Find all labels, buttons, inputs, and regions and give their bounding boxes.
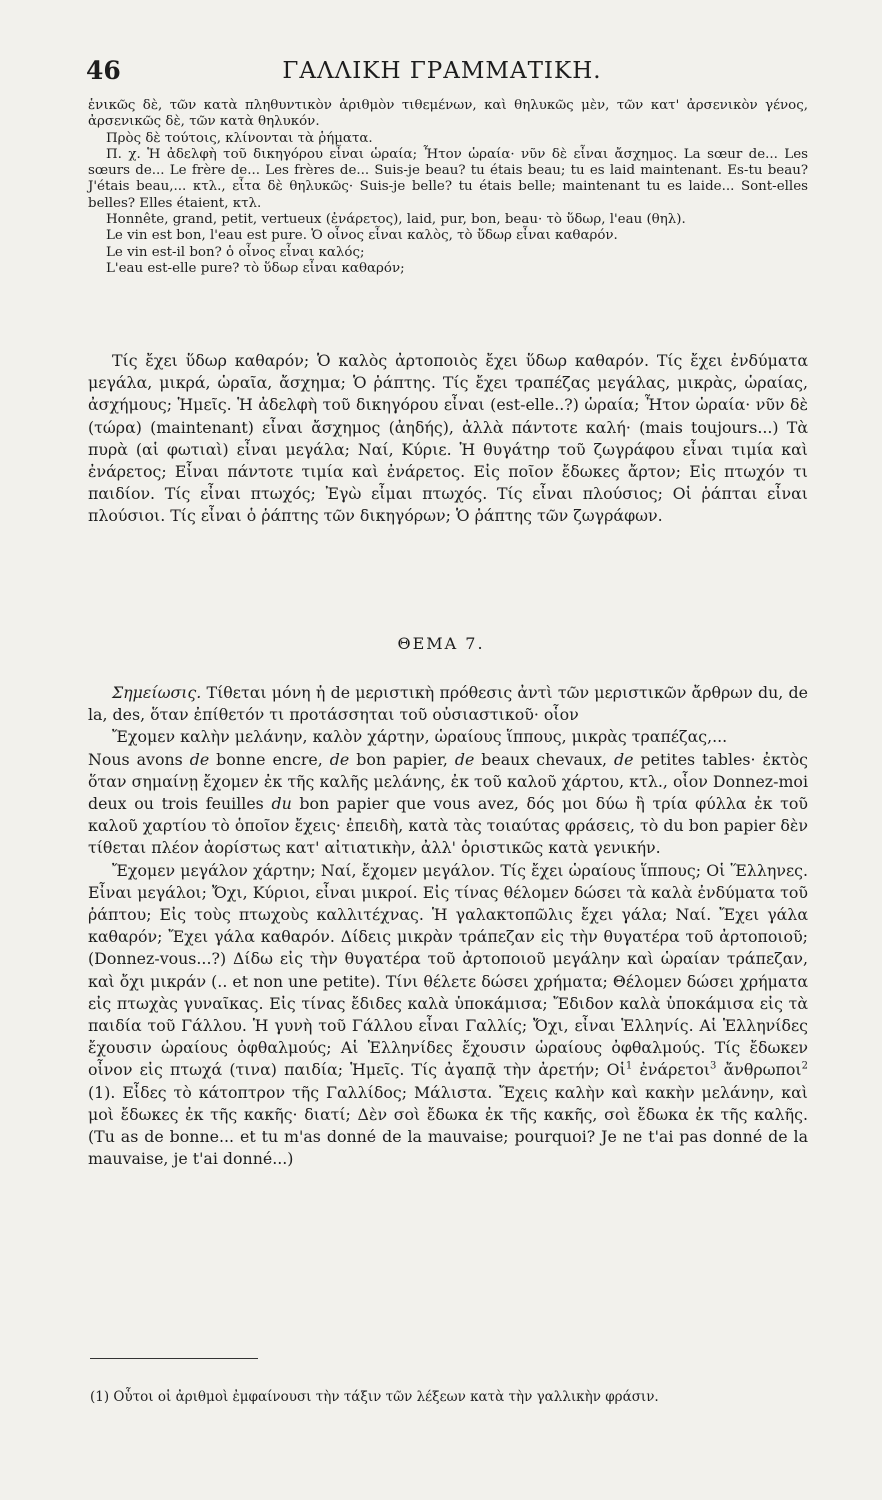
section-exercise xyxy=(88,350,808,528)
paragraph-sentence-2: Le vin est-il bon? ὁ οἶνος εἶναι καλός; xyxy=(106,244,365,260)
page-number: 46 xyxy=(86,56,121,85)
paragraph-note: Σημείωσις. Τίθεται μόνη ἡ de μεριστικὴ πρόθεσις ἀντὶ τῶν μεριστικῶν ἄρθρων du, de la, des, ὅταν ἐπίθετόν τι προτάσσηται τοῦ οὐσιαστικοῦ· οἷον xyxy=(88,683,809,725)
paragraph-sentence-1: Le vin est bon, l'eau est pure. Ὁ οἶνος εἶναι καλὸς, τὸ ὕδωρ εἶναι καθαρόν. xyxy=(106,228,618,244)
paragraph-verbs: Πρὸς δὲ τούτοις, κλίνονται τὰ ῥήματα. xyxy=(106,130,373,146)
paragraph-exercise-2: Ἔχομεν μεγάλον χάρτην; Ναί, ἔχομεν μεγάλον. Τίς ἔχει ὡραίους ἵππους; Οἱ Ἕλληνες. Εἶναι μεγάλοι; Ὄχι, Κύριοι, εἶναι μικροί. Εἰς τίνας θέλομεν δώσει τὰ καλὰ ἐνδύματα τοῦ ῥάπτου; Εἰς τοὺς πτωχοὺς καλλιτέχνας. Ἡ γαλακτοπῶλις ἔχει γάλα; Ναί. Ἔχει γάλα καθαρόν; Ἔχει γάλα καθαρόν. Δίδεις μικρὰν τράπεζαν εἰς τὴν θυγατέρα τοῦ ἀρτοποιοῦ; (Donnez-vous...?) Δίδω εἰς τὴν θυγατέρα τοῦ ἀρτοποιοῦ μεγάλην καὶ ὡραίαν τράπεζαν, καὶ ὄχι μικράν (.. et non une petite). Τίνι θέλετε δώσει χρήματα; Θέλομεν δώσει χρήματα εἰς πτωχὰς γυναῖκας. Εἰς τίνας ἔδιδες καλὰ ὑποκάμισα; Ἔδιδον καλὰ ὑποκάμισα εἰς τὰ παιδία τοῦ Γάλλου. Ἡ γυνὴ τοῦ Γάλλου εἶναι Γαλλίς; Ὄχι, εἶναι Ἑλληνίς. Αἱ Ἑλληνίδες ἔχουσιν ὡραίους ὀφθαλμούς; Αἱ Ἑλληνίδες ἔχουσιν ὡραίους ὀφθαλμούς. Τίς ἔδωκεν οἶνον εἰς πτωχά (τινα) παιδία; Ἡμεῖς. Τίς ἀγαπᾷ τὴν ἀρετήν; Οἱ$^1$ ἐνάρετοι$^3$ ἄνθρωποι$^2$ (1). Εἶδες τὸ κάτοπτρον τῆς Γαλλίδος; Μάλιστα. Ἔχεις καλὴν καὶ κακὴν μελάνην, καὶ μοὶ ἔδωκες ἐκ τῆς κακῆς· διατί; Δὲν σοὶ ἔδωκα ἐκ τῆς κακῆς, σοὶ ἔδωκα ἐκ τῆς καλῆς. (Tu as de bonne... et tu m'as donné de la mauvaise; pourquoi? Je ne t'ai pas donné de la mauvaise, je t'ai donné...) xyxy=(88,860,808,1169)
theme-title: ΘΕΜΑ 7. xyxy=(397,634,485,653)
footnote: (1) Οὗτοι οἱ ἀριθμοὶ ἐμφαίνουσι τὴν τάξιν τῶν λέξεων κατὰ τὴν γαλλικὴν φράσιν. xyxy=(90,1389,659,1405)
paragraph-example-greek: Ἔχομεν καλὴν μελάνην, καλὸν χάρτην, ὡραίους ἵππους, μικρὰς τραπέζας,... xyxy=(112,727,728,747)
paragraph-intro: ἑνικῶς δὲ, τῶν κατὰ πληθυντικὸν ἀριθμὸν τιθεμένων, καὶ θηλυκῶς μὲν, τῶν κατ' ἀρσενικὸν γένος, ἀρσενικῶς δὲ, τῶν κατὰ θηλυκόν. xyxy=(88,98,808,130)
paragraph-example-french: Nous avons de bonne encre, de bon papier, de beaux chevaux, de petites tables· ἐκτὸς ὅταν σημαίνῃ ἔχομεν ἐκ τῆς καλῆς μελάνης, ἐκ τοῦ καλοῦ χάρτου, κτλ., οἷον Donnez-moi deux ou trois feuilles du bon papier que vous avez, δός μοι δύω ἢ τρία φύλλα ἐκ τοῦ καλοῦ χαρτίου τὸ ὁποῖον ἔχεις· ἐπειδὴ, κατὰ τὰς τοιαύτας φράσεις, τὸ du bon papier δὲν τίθεται πλέον ἀορίστως κατ' αἰτιατικὴν, ἀλλ' ὁριστικῶς κατὰ γενικήν. xyxy=(88,749,808,858)
paragraph-exercise: Τίς ἔχει ὕδωρ καθαρόν; Ὁ καλὸς ἀρτοποιὸς ἔχει ὕδωρ καθαρόν. Τίς ἔχει ἐνδύματα μεγάλα, μικρά, ὡραῖα, ἄσχημα; Ὁ ῥάπτης. Τίς ἔχει τραπέζας μεγάλας, μικρὰς, ὡραίας, ἀσχήμους; Ἡμεῖς. Ἡ ἀδελφὴ τοῦ δικηγόρου εἶναι (est-elle..?) ὡραία; Ἦτον ὡραία· νῦν δὲ (τώρα) (maintenant) εἶναι ἄσχημος (ἀηδής), ἀλλὰ πάντοτε καλή· (mais toujours...) Τὰ πυρὰ (αἱ φωτιαὶ) εἶναι μεγάλα; Ναί, Κύριε. Ἡ θυγάτηρ τοῦ ζωγράφου εἶναι τιμία καὶ ἐνάρετος; Εἶναι πάντοτε τιμία καὶ ἐνάρετος. Εἰς ποῖον ἔδωκες ἄρτον; Εἰς πτωχόν τι παιδίον. Τίς εἶναι πτωχός; Ἐγὼ εἶμαι πτωχός. Τίς εἶναι πλούσιος; Οἱ ῥάπται εἶναι πλούσιοι. Τίς εἶναι ὁ ῥάπτης τῶν δικηγόρων; Ὁ ῥάπτης τῶν ζωγράφων. xyxy=(88,351,808,526)
page-header xyxy=(86,56,798,92)
paragraph-vocabulary: Honnête, grand, petit, vertueux (ἐνάρετος), laid, pur, bon, beau· τὸ ὕδωρ, l'eau (θηλ). xyxy=(106,212,686,228)
paragraph-example: Π. χ. Ἡ ἀδελφὴ τοῦ δικηγόρου εἶναι ὡραία; Ἦτον ὡραία· νῦν δὲ εἶναι ἄσχημος. La sœur de... Les sœurs de... Le frère de... Les frères de... Suis-je beau? tu étais beau; tu es laid maintenant. Es-tu beau? J'étais beau,... κτλ., εἶτα δὲ θηλυκῶς· Suis-je belle? tu étais belle; maintenant tu es laide... Sont-elles belles? Elles étaient, κτλ. xyxy=(88,146,808,211)
footnote-rule xyxy=(90,1358,258,1359)
paragraph-sentence-3: L'eau est-elle pure? τὸ ὕδωρ εἶναι καθαρόν; xyxy=(106,260,405,276)
note-label: Σημείωσις. xyxy=(112,683,202,702)
section-small-text xyxy=(88,98,808,277)
section-theme-7 xyxy=(88,682,808,1170)
running-title: ΓΑΛΛΙΚΗ ΓΡΑΜΜΑΤΙΚΗ. xyxy=(282,58,602,84)
